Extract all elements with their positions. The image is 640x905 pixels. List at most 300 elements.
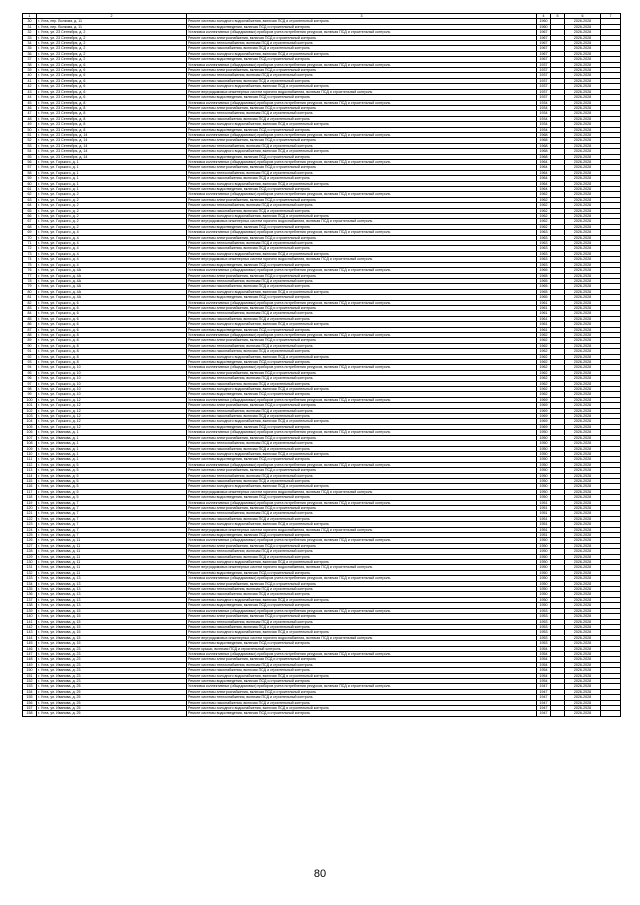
period-cell: 2026-2028: [565, 549, 601, 554]
row-number: 99: [23, 392, 37, 397]
row-number: 77: [23, 273, 37, 278]
period-cell: 2026-2028: [565, 689, 601, 694]
row-number: 65: [23, 208, 37, 213]
address-cell: г. Ухта, ул. Иванова, д. 1: [37, 457, 187, 462]
work-type-cell: Ремонт системы холодного водоснабжения, включая ПСД и строительный контроль: [187, 322, 537, 327]
year-built-cell: 1962: [537, 392, 551, 397]
address-cell: г. Ухта, ул. Горького, д. 12: [37, 403, 187, 408]
row-number: 126: [23, 538, 37, 543]
work-type-cell: Ремонт внутридомовых инженерных систем горячего водоснабжения, включая ПСД и строительный контроль: [187, 489, 537, 494]
work-type-cell: Ремонт системы газоснабжения, включая ПСД и строительный контроль: [187, 208, 537, 213]
work-type-cell: Ремонт системы теплоснабжения, включая ПСД и строительный контроль: [187, 441, 537, 446]
work-type-cell: Установка коллективных (общедомовых) приборов учета потребления ресурсов, включая ПСД и строительный контроль: [187, 576, 537, 581]
period-cell: 2026-2028: [565, 516, 601, 521]
year-built-cell: 1969: [537, 414, 551, 419]
year-built-cell: 1961: [537, 305, 551, 310]
address-cell: г. Ухта, ул. Горького, д. 8: [37, 349, 187, 354]
work-type-cell: Ремонт системы холодного водоснабжения, включая ПСД и строительный контроль: [187, 484, 537, 489]
row-number: 89: [23, 338, 37, 343]
address-cell: г. Ухта, пер. Волкова, д. 11: [37, 19, 187, 24]
row-number: 131: [23, 565, 37, 570]
year-built-cell: 1954: [537, 678, 551, 683]
period-cell: 2026-2028: [565, 646, 601, 651]
address-cell: г. Ухта, ул. Горького, д. 6: [37, 311, 187, 316]
work-type-cell: Установка коллективных (общедомовых) приборов учета потребления ресурсов, включая ПСД и строительный контроль: [187, 30, 537, 35]
period-cell: 2026-2028: [565, 19, 601, 24]
work-type-cell: Ремонт системы газоснабжения, включая ПСД и строительный контроль: [187, 246, 537, 251]
work-type-cell: Ремонт системы электроснабжения, включая ПСД и строительный контроль: [187, 105, 537, 110]
row-number: 117: [23, 489, 37, 494]
year-built-cell: 1964: [537, 159, 551, 164]
row-number: 141: [23, 619, 37, 624]
address-cell: г. Ухта, ул. Иванова, д. 13: [37, 603, 187, 608]
work-type-cell: Ремонт системы электроснабжения, включая ПСД и строительный контроль: [187, 68, 537, 73]
address-cell: г. Ухта, ул. Горького, д. 8: [37, 343, 187, 348]
row-number: 153: [23, 684, 37, 689]
work-type-cell: Ремонт системы электроснабжения, включая ПСД и строительный контроль: [187, 468, 537, 473]
period-cell: 2026-2028: [565, 349, 601, 354]
row-number: 102: [23, 408, 37, 413]
year-built-cell: 1969: [537, 403, 551, 408]
period-cell: 2026-2028: [565, 268, 601, 273]
period-cell: 2026-2028: [565, 641, 601, 646]
year-built-cell: 1962: [537, 208, 551, 213]
work-type-cell: Ремонт системы электроснабжения, включая ПСД и строительный контроль: [187, 657, 537, 662]
year-built-cell: 1947: [537, 695, 551, 700]
year-built-cell: 1947: [537, 684, 551, 689]
work-type-cell: Ремонт системы теплоснабжения, включая ПСД и строительный контроль: [187, 73, 537, 78]
period-cell: 2026-2028: [565, 273, 601, 278]
period-cell: 2026-2028: [565, 170, 601, 175]
period-cell: 2026-2028: [565, 327, 601, 332]
address-cell: г. Ухта, ул. Горького, д. 2: [37, 197, 187, 202]
year-built-cell: 1961: [537, 300, 551, 305]
row-number: 114: [23, 473, 37, 478]
work-type-cell: Ремонт системы водоотведения, включая ПСД и строительный контроль: [187, 495, 537, 500]
work-type-cell: Ремонт системы водоотведения, включая ПСД и строительный контроль: [187, 295, 537, 300]
row-number: 133: [23, 576, 37, 581]
year-built-cell: 1934: [537, 116, 551, 121]
work-type-cell: Установка коллективных (общедомовых) приборов учета потребления ресурсов, включая ПСД и строительный контроль: [187, 159, 537, 164]
work-type-cell: Ремонт системы холодного водоснабжения, включая ПСД и строительный контроль: [187, 149, 537, 154]
year-built-cell: 1969: [537, 408, 551, 413]
work-type-cell: Ремонт системы холодного водоснабжения, включая ПСД и строительный контроль: [187, 522, 537, 527]
period-cell: 2026-2028: [565, 522, 601, 527]
address-cell: г. Ухта, ул. Иванова, д. 11: [37, 549, 187, 554]
row-number: 156: [23, 700, 37, 705]
address-cell: г. Ухта, ул. 23 Сентября, д. 6: [37, 95, 187, 100]
row-number: 123: [23, 522, 37, 527]
address-cell: г. Ухта, ул. 23 Сентября, д. 6: [37, 78, 187, 83]
year-built-cell: 1950: [537, 570, 551, 575]
period-cell: 2026-2028: [565, 311, 601, 316]
address-cell: г. Ухта, ул. Иванова, д. 25: [37, 700, 187, 705]
year-built-cell: 1947: [537, 700, 551, 705]
work-type-cell: Ремонт системы теплоснабжения, включая ПСД и строительный контроль: [187, 376, 537, 381]
year-built-cell: 1967: [537, 46, 551, 51]
work-type-cell: Ремонт системы газоснабжения, включая ПСД и строительный контроль: [187, 446, 537, 451]
address-cell: г. Ухта, ул. Горького, д. 12: [37, 424, 187, 429]
work-type-cell: Установка коллективных (общедомовых) приборов учета потребления ресурсов, включая ПСД и строительный контроль: [187, 62, 537, 67]
address-cell: г. Ухта, ул. Иванова, д. 11: [37, 565, 187, 570]
period-cell: 2026-2028: [565, 257, 601, 262]
row-number: 85: [23, 316, 37, 321]
period-cell: 2026-2028: [565, 300, 601, 305]
row-number: 71: [23, 241, 37, 246]
year-built-cell: 1950: [537, 478, 551, 483]
work-type-cell: Установка коллективных (общедомовых) приборов учета потребления ресурсов, включая ПСД и строительный контроль: [187, 192, 537, 197]
period-cell: 2026-2028: [565, 251, 601, 256]
address-cell: г. Ухта, ул. Горького, д. 1: [37, 165, 187, 170]
period-cell: 2026-2028: [565, 581, 601, 586]
address-cell: г. Ухта, ул. Иванова, д. 23: [37, 662, 187, 667]
address-cell: г. Ухта, ул. Горького, д. 4: [37, 262, 187, 267]
address-cell: г. Ухта, ул. Иванова, д. 5: [37, 462, 187, 467]
year-built-cell: 1962: [537, 214, 551, 219]
period-cell: 2026-2028: [565, 489, 601, 494]
work-type-cell: Ремонт внутридомовых инженерных систем горячего водоснабжения, включая ПСД и строительный контроль: [187, 219, 537, 224]
year-built-cell: 1967: [537, 41, 551, 46]
work-type-cell: Ремонт системы холодного водоснабжения, включая ПСД и строительный контроль: [187, 387, 537, 392]
address-cell: г. Ухта, ул. Горького, д. 6: [37, 327, 187, 332]
period-cell: 2026-2028: [565, 376, 601, 381]
row-number: 90: [23, 343, 37, 348]
address-cell: г. Ухта, ул. 23 Сентября, д. 6: [37, 73, 187, 78]
work-type-cell: Ремонт системы водоотведения, включая ПСД и строительный контроль: [187, 533, 537, 538]
work-type-cell: Ремонт системы газоснабжения, включая ПСД и строительный контроль: [187, 554, 537, 559]
row-number: 41: [23, 78, 37, 83]
period-cell: 2026-2028: [565, 673, 601, 678]
row-number: 43: [23, 89, 37, 94]
table-body: [23, 19, 621, 716]
year-built-cell: 1960: [537, 19, 551, 24]
period-cell: 2026-2028: [565, 30, 601, 35]
year-built-cell: 1934: [537, 105, 551, 110]
period-cell: 2026-2028: [565, 570, 601, 575]
address-cell: г. Ухта, ул. 23 Сентября, д. 14: [37, 154, 187, 159]
year-built-cell: 1963: [537, 230, 551, 235]
year-built-cell: 1951: [537, 500, 551, 505]
period-cell: 2026-2028: [565, 278, 601, 283]
row-number: 104: [23, 419, 37, 424]
row-number: 52: [23, 138, 37, 143]
work-type-cell: Ремонт системы газоснабжения, включая ПСД и строительный контроль: [187, 381, 537, 386]
period-cell: 2026-2028: [565, 354, 601, 359]
work-type-cell: Ремонт системы теплоснабжения, включая ПСД и строительный контроль: [187, 695, 537, 700]
period-cell: 2026-2028: [565, 668, 601, 673]
work-type-cell: Ремонт системы теплоснабжения, включая ПСД и строительный контроль: [187, 170, 537, 175]
row-number: 144: [23, 635, 37, 640]
period-cell: 2026-2028: [565, 381, 601, 386]
work-type-cell: Установка коллективных (общедомовых) приборов учета потребления ресурсов, включая ПСД и строительный контроль: [187, 332, 537, 337]
year-built-cell: 1954: [537, 657, 551, 662]
work-type-cell: Установка коллективных (общедомовых) приборов учета потребления ресурсов, включая ПСД и строительный контроль: [187, 684, 537, 689]
row-number: 135: [23, 587, 37, 592]
row-number: 51: [23, 132, 37, 137]
column-number: 6: [565, 14, 601, 19]
work-type-cell: Установка коллективных (общедомовых) приборов учета потребления ресурсов, включая ПСД и строительный контроль: [187, 430, 537, 435]
address-cell: г. Ухта, ул. Иванова, д. 15: [37, 619, 187, 624]
address-cell: г. Ухта, ул. 23 Сентября, д. 8: [37, 116, 187, 121]
address-cell: г. Ухта, ул. Иванова, д. 7: [37, 533, 187, 538]
work-type-cell: Ремонт системы холодного водоснабжения, включая ПСД и строительный контроль: [187, 84, 537, 89]
work-type-cell: Ремонт системы электроснабжения, включая ПСД и строительный контроль: [187, 581, 537, 586]
work-type-cell: Ремонт системы водоотведения, включая ПСД и строительный контроль: [187, 127, 537, 132]
row-number: 49: [23, 122, 37, 127]
address-cell: г. Ухта, ул. Иванова, д. 7: [37, 511, 187, 516]
address-cell: г. Ухта, ул. Горького, д. 4А: [37, 295, 187, 300]
work-type-cell: Ремонт системы водоотведения, включая ПСД и строительный контроль: [187, 457, 537, 462]
address-cell: г. Ухта, ул. Горького, д. 1: [37, 181, 187, 186]
work-type-cell: Ремонт внутридомовых инженерных систем горячего водоснабжения, включая ПСД и строительный контроль: [187, 89, 537, 94]
work-type-cell: Ремонт системы электроснабжения, включая ПСД и строительный контроль: [187, 370, 537, 375]
year-built-cell: 1962: [537, 203, 551, 208]
row-number: 45: [23, 100, 37, 105]
period-cell: 2026-2028: [565, 500, 601, 505]
period-cell: 2026-2028: [565, 630, 601, 635]
address-cell: г. Ухта, ул. 23 Сентября, д. 2: [37, 51, 187, 56]
period-cell: 2026-2028: [565, 408, 601, 413]
year-built-cell: 1954: [537, 662, 551, 667]
row-number: 154: [23, 689, 37, 694]
row-number: 60: [23, 181, 37, 186]
work-type-cell: Ремонт системы теплоснабжения, включая ПСД и строительный контроль: [187, 473, 537, 478]
address-cell: г. Ухта, ул. Иванова, д. 15: [37, 624, 187, 629]
period-cell: 2026-2028: [565, 295, 601, 300]
year-built-cell: 1963: [537, 262, 551, 267]
period-cell: 2026-2028: [565, 127, 601, 132]
year-built-cell: 1947: [537, 689, 551, 694]
row-number: 151: [23, 673, 37, 678]
period-cell: 2026-2028: [565, 565, 601, 570]
period-cell: 2026-2028: [565, 419, 601, 424]
address-cell: г. Ухта, ул. 23 Сентября, д. 14: [37, 149, 187, 154]
address-cell: г. Ухта, ул. Иванова, д. 5: [37, 468, 187, 473]
year-built-cell: 1964: [537, 165, 551, 170]
year-built-cell: 1962: [537, 381, 551, 386]
address-cell: г. Ухта, ул. Иванова, д. 15: [37, 630, 187, 635]
work-type-cell: Ремонт системы холодного водоснабжения, включая ПСД и строительный контроль: [187, 251, 537, 256]
year-built-cell: 1953: [537, 641, 551, 646]
period-cell: 2026-2028: [565, 316, 601, 321]
row-number: 157: [23, 706, 37, 711]
row-number: 98: [23, 387, 37, 392]
period-cell: 2026-2028: [565, 305, 601, 310]
work-type-cell: Ремонт системы холодного водоснабжения, включая ПСД и строительный контроль: [187, 19, 537, 24]
period-cell: 2026-2028: [565, 360, 601, 365]
year-built-cell: 1937: [537, 89, 551, 94]
year-built-cell: 1950: [537, 468, 551, 473]
row-number: 132: [23, 570, 37, 575]
year-built-cell: 1951: [537, 527, 551, 532]
period-cell: 2026-2028: [565, 478, 601, 483]
period-cell: 2026-2028: [565, 684, 601, 689]
year-built-cell: 1967: [537, 57, 551, 62]
row-number: 119: [23, 500, 37, 505]
work-type-cell: Ремонт системы газоснабжения, включая ПСД и строительный контроль: [187, 78, 537, 83]
row-number: 56: [23, 159, 37, 164]
address-cell: г. Ухта, ул. Иванова, д. 1: [37, 435, 187, 440]
address-cell: г. Ухта, ул. Иванова, д. 23: [37, 657, 187, 662]
row-number: 140: [23, 614, 37, 619]
year-built-cell: 1965: [537, 289, 551, 294]
row-number: 149: [23, 662, 37, 667]
address-cell: г. Ухта, ул. Горького, д. 8: [37, 338, 187, 343]
address-cell: г. Ухта, ул. Иванова, д. 23: [37, 651, 187, 656]
address-cell: г. Ухта, ул. Горького, д. 1: [37, 159, 187, 164]
period-cell: 2026-2028: [565, 365, 601, 370]
work-type-cell: Ремонт системы теплоснабжения, включая ПСД и строительный контроль: [187, 241, 537, 246]
work-type-cell: Ремонт системы газоснабжения, включая ПСД и строительный контроль: [187, 349, 537, 354]
year-built-cell: 1961: [537, 316, 551, 321]
period-cell: 2026-2028: [565, 430, 601, 435]
row-number: 76: [23, 268, 37, 273]
row-number: 46: [23, 105, 37, 110]
column-number: 4: [537, 14, 551, 19]
year-built-cell: 1950: [537, 441, 551, 446]
period-cell: 2026-2028: [565, 592, 601, 597]
work-type-cell: Ремонт системы водоотведения, включая ПСД и строительный контроль: [187, 24, 537, 29]
address-cell: г. Ухта, ул. Горького, д. 10: [37, 387, 187, 392]
period-cell: 2026-2028: [565, 711, 601, 716]
row-number: 93: [23, 360, 37, 365]
address-cell: г. Ухта, ул. Иванова, д. 13: [37, 581, 187, 586]
period-cell: 2026-2028: [565, 165, 601, 170]
row-number: 92: [23, 354, 37, 359]
year-built-cell: 1967: [537, 30, 551, 35]
year-built-cell: 1953: [537, 614, 551, 619]
work-type-cell: Ремонт внутридомовых инженерных систем горячего водоснабжения, включая ПСД и строительный контроль: [187, 565, 537, 570]
year-built-cell: 1954: [537, 673, 551, 678]
period-cell: 2026-2028: [565, 435, 601, 440]
year-built-cell: 1951: [537, 505, 551, 510]
address-cell: г. Ухта, ул. Горького, д. 10: [37, 392, 187, 397]
row-number: 44: [23, 95, 37, 100]
year-built-cell: 1962: [537, 192, 551, 197]
work-type-cell: Ремонт системы электроснабжения, включая ПСД и строительный контроль: [187, 138, 537, 143]
period-cell: 2026-2028: [565, 392, 601, 397]
page-number: 80: [313, 868, 327, 880]
row-number: 138: [23, 603, 37, 608]
address-cell: г. Ухта, ул. Горького, д. 4А: [37, 284, 187, 289]
row-number: 75: [23, 262, 37, 267]
year-built-cell: 1964: [537, 176, 551, 181]
address-cell: г. Ухта, ул. Иванова, д. 23: [37, 646, 187, 651]
address-cell: г. Ухта, ул. Горького, д. 8: [37, 354, 187, 359]
row-number: 73: [23, 251, 37, 256]
address-cell: г. Ухта, ул. Горького, д. 6: [37, 300, 187, 305]
address-cell: г. Ухта, ул. Горького, д. 2: [37, 203, 187, 208]
work-type-cell: Ремонт системы водоотведения, включая ПСД и строительный контроль: [187, 641, 537, 646]
work-type-cell: Ремонт системы теплоснабжения, включая ПСД и строительный контроль: [187, 662, 537, 667]
period-cell: 2026-2028: [565, 441, 601, 446]
year-built-cell: 1953: [537, 624, 551, 629]
period-cell: 2026-2028: [565, 619, 601, 624]
work-type-cell: Ремонт системы электроснабжения, включая ПСД и строительный контроль: [187, 235, 537, 240]
period-cell: 2026-2028: [565, 587, 601, 592]
year-built-cell: 1937: [537, 95, 551, 100]
year-built-cell: 1950: [537, 592, 551, 597]
row-number: 91: [23, 349, 37, 354]
work-type-cell: Ремонт системы электроснабжения, включая ПСД и строительный контроль: [187, 505, 537, 510]
year-built-cell: 1950: [537, 462, 551, 467]
period-cell: 2026-2028: [565, 181, 601, 186]
row-number: 57: [23, 165, 37, 170]
period-cell: 2026-2028: [565, 100, 601, 105]
work-type-cell: Установка коллективных (общедомовых) приборов учета потребления ресурсов, включая ПСД и строительный контроль: [187, 230, 537, 235]
row-number: 95: [23, 370, 37, 375]
address-cell: г. Ухта, ул. Иванова, д. 11: [37, 570, 187, 575]
address-cell: г. Ухта, ул. Иванова, д. 5: [37, 473, 187, 478]
address-cell: г. Ухта, пер. Волкова, д. 11: [37, 24, 187, 29]
work-type-cell: Ремонт системы водоотведения, включая ПСД и строительный контроль: [187, 360, 537, 365]
row-number: 83: [23, 305, 37, 310]
period-cell: 2026-2028: [565, 84, 601, 89]
period-cell: 2026-2028: [565, 138, 601, 143]
row-number: 86: [23, 322, 37, 327]
period-cell: 2026-2028: [565, 197, 601, 202]
period-cell: 2026-2028: [565, 322, 601, 327]
period-cell: 2026-2028: [565, 533, 601, 538]
work-type-cell: Ремонт системы теплоснабжения, включая ПСД и строительный контроль: [187, 278, 537, 283]
column-number: 5: [551, 14, 565, 19]
address-cell: г. Ухта, ул. Иванова, д. 7: [37, 522, 187, 527]
year-built-cell: 1962: [537, 376, 551, 381]
work-type-cell: Установка коллективных (общедомовых) приборов учета потребления ресурсов, включая ПСД и строительный контроль: [187, 608, 537, 613]
work-type-cell: Установка коллективных (общедомовых) приборов учета потребления ресурсов, включая ПСД и строительный контроль: [187, 651, 537, 656]
year-built-cell: 1950: [537, 451, 551, 456]
address-cell: г. Ухта, ул. Иванова, д. 1: [37, 430, 187, 435]
year-built-cell: 1962: [537, 197, 551, 202]
year-built-cell: 1964: [537, 170, 551, 175]
year-built-cell: 1954: [537, 646, 551, 651]
period-cell: 2026-2028: [565, 51, 601, 56]
row-number: 37: [23, 57, 37, 62]
period-cell: 2026-2028: [565, 187, 601, 192]
year-built-cell: 1962: [537, 332, 551, 337]
work-type-cell: Ремонт системы теплоснабжения, включая ПСД и строительный контроль: [187, 41, 537, 46]
period-cell: 2026-2028: [565, 149, 601, 154]
address-cell: г. Ухта, ул. Горького, д. 2: [37, 208, 187, 213]
address-cell: г. Ухта, ул. 23 Сентября, д. 8: [37, 127, 187, 132]
address-cell: г. Ухта, ул. Иванова, д. 25: [37, 695, 187, 700]
address-cell: г. Ухта, ул. Иванова, д. 7: [37, 516, 187, 521]
year-built-cell: 1965: [537, 278, 551, 283]
row-number: 139: [23, 608, 37, 613]
row-number: 103: [23, 414, 37, 419]
row-number: 145: [23, 641, 37, 646]
work-type-cell: Установка коллективных (общедомовых) приборов учета потребления ресурсов, включая ПСД и строительный контроль: [187, 365, 537, 370]
row-number: 39: [23, 68, 37, 73]
year-built-cell: 1961: [537, 322, 551, 327]
address-cell: г. Ухта, ул. Иванова, д. 5: [37, 478, 187, 483]
address-cell: г. Ухта, ул. Горького, д. 2: [37, 214, 187, 219]
period-cell: 2026-2028: [565, 657, 601, 662]
work-type-cell: Ремонт системы холодного водоснабжения, включая ПСД и строительный контроль: [187, 451, 537, 456]
work-type-cell: Ремонт внутридомовых инженерных систем горячего водоснабжения, включая ПСД и строительный контроль: [187, 257, 537, 262]
year-built-cell: 1950: [537, 430, 551, 435]
period-cell: 2026-2028: [565, 624, 601, 629]
period-cell: 2026-2028: [565, 678, 601, 683]
year-built-cell: 1951: [537, 511, 551, 516]
work-type-cell: Ремонт системы электроснабжения, включая ПСД и строительный контроль: [187, 614, 537, 619]
address-cell: г. Ухта, ул. 23 Сентября, д. 2: [37, 57, 187, 62]
work-type-cell: Ремонт системы газоснабжения, включая ПСД и строительный контроль: [187, 668, 537, 673]
address-cell: г. Ухта, ул. Горького, д. 1: [37, 170, 187, 175]
work-type-cell: Ремонт внутридомовых инженерных систем горячего водоснабжения, включая ПСД и строительный контроль: [187, 635, 537, 640]
row-number: 113: [23, 468, 37, 473]
row-number: 94: [23, 365, 37, 370]
